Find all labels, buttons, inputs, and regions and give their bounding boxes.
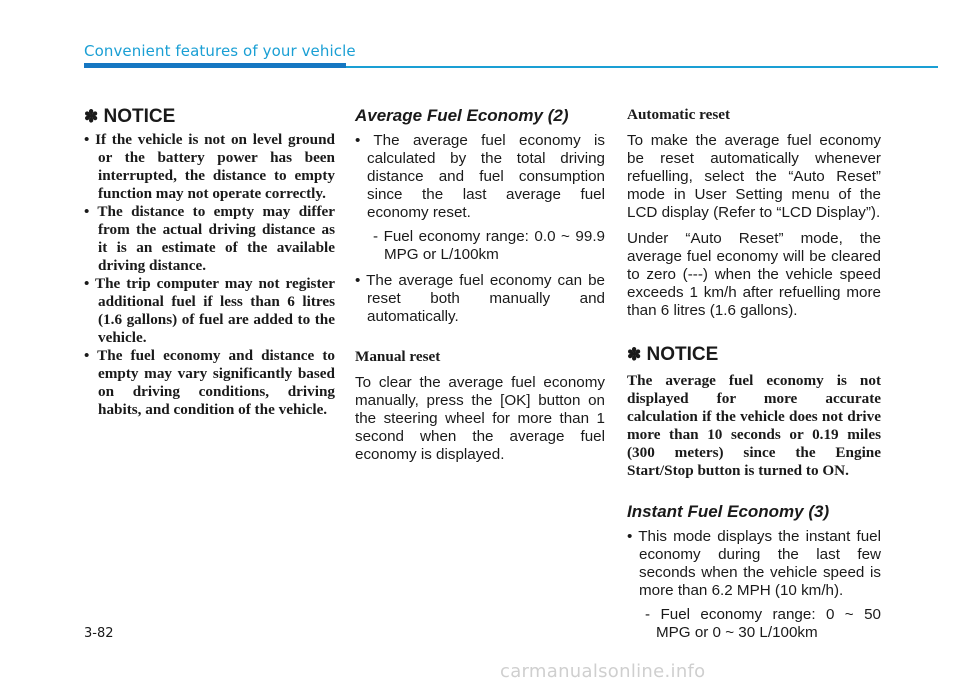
- header-rule: [346, 66, 938, 68]
- column-right: [627, 106, 881, 650]
- notice-item: • The distance to empty may differ from the actual driving distance as it is an estimate of the available driving distance.: [84, 203, 335, 274]
- notice-star-icon: ✽: [84, 107, 99, 126]
- section-header-title: Convenient features of your vehicle: [84, 42, 356, 60]
- header-accent-bar: [84, 63, 346, 68]
- notice-text: The average fuel economy is not displayed for more accurate calculation if the vehicle does not drive more than 10 seconds or 0.19 miles (300 meters) since the Engine Start/Stop button is turned to ON.: [627, 372, 881, 479]
- notice-heading-2: [627, 344, 881, 366]
- manual-reset-text: To clear the average fuel economy manually, press the [OK] button on the steering wheel for more than 1 second when the average fuel economy is displayed.: [355, 374, 605, 463]
- page-number: 3-82: [84, 626, 114, 641]
- notice-title-text: NOTICE: [103, 106, 176, 127]
- instant-fuel-heading: Instant Fuel Economy (3): [627, 502, 830, 521]
- instant-fuel-bullet-1: • This mode displays the instant fuel economy during the last few seconds when the vehicle speed is more than 6.2 MPH (10 km/h).: [627, 528, 881, 599]
- column-left: [84, 106, 335, 419]
- notice-item: • The fuel economy and distance to empty may vary significantly based on driving conditions, driving habits, and condition of the vehicle.: [84, 347, 335, 418]
- auto-reset-para-2: Under “Auto Reset” mode, the average fuel economy will be cleared to zero (---) when the vehicle speed exceeds 1 km/h after refuelling more than 6 litres (1.6 gallons).: [627, 230, 881, 319]
- notice-item: • The trip computer may not register additional fuel if less than 6 litres (1.6 gallons) of fuel are added to the vehicle.: [84, 275, 335, 346]
- instant-fuel-list: [627, 528, 881, 600]
- notice-title-text: NOTICE: [646, 344, 719, 365]
- column-middle: [355, 106, 605, 472]
- manual-reset-heading: Manual reset: [355, 348, 441, 365]
- avg-fuel-list-2: [355, 272, 605, 326]
- avg-fuel-list: [355, 132, 605, 222]
- auto-reset-para-1: To make the average fuel economy be reset automatically whenever refuelling, select the “Auto Reset” mode in User Setting menu of the LCD display (Refer to “LCD Display”).: [627, 132, 881, 221]
- avg-fuel-bullet-1: • The average fuel economy is calculated by the total driving distance and fuel consumption since the last average fuel economy reset.: [355, 132, 605, 221]
- auto-reset-heading: Automatic reset: [627, 106, 731, 123]
- avg-fuel-range: - Fuel economy range: 0.0 ~ 99.9 MPG or L/100km: [373, 228, 605, 263]
- notice-list: [84, 131, 335, 419]
- notice-heading: [84, 106, 335, 128]
- avg-fuel-heading: Average Fuel Economy (2): [355, 106, 569, 125]
- notice-star-icon: ✽: [627, 345, 642, 364]
- instant-fuel-range: - Fuel economy range: 0 ~ 50 MPG or 0 ~ 30 L/100km: [645, 606, 881, 641]
- notice-item: • If the vehicle is not on level ground or the battery power has been interrupted, the distance to empty function may not operate correctly.: [84, 131, 335, 202]
- avg-fuel-bullet-2: • The average fuel economy can be reset both manually and automatically.: [355, 272, 605, 325]
- watermark: carmanualsonline.info: [500, 661, 706, 682]
